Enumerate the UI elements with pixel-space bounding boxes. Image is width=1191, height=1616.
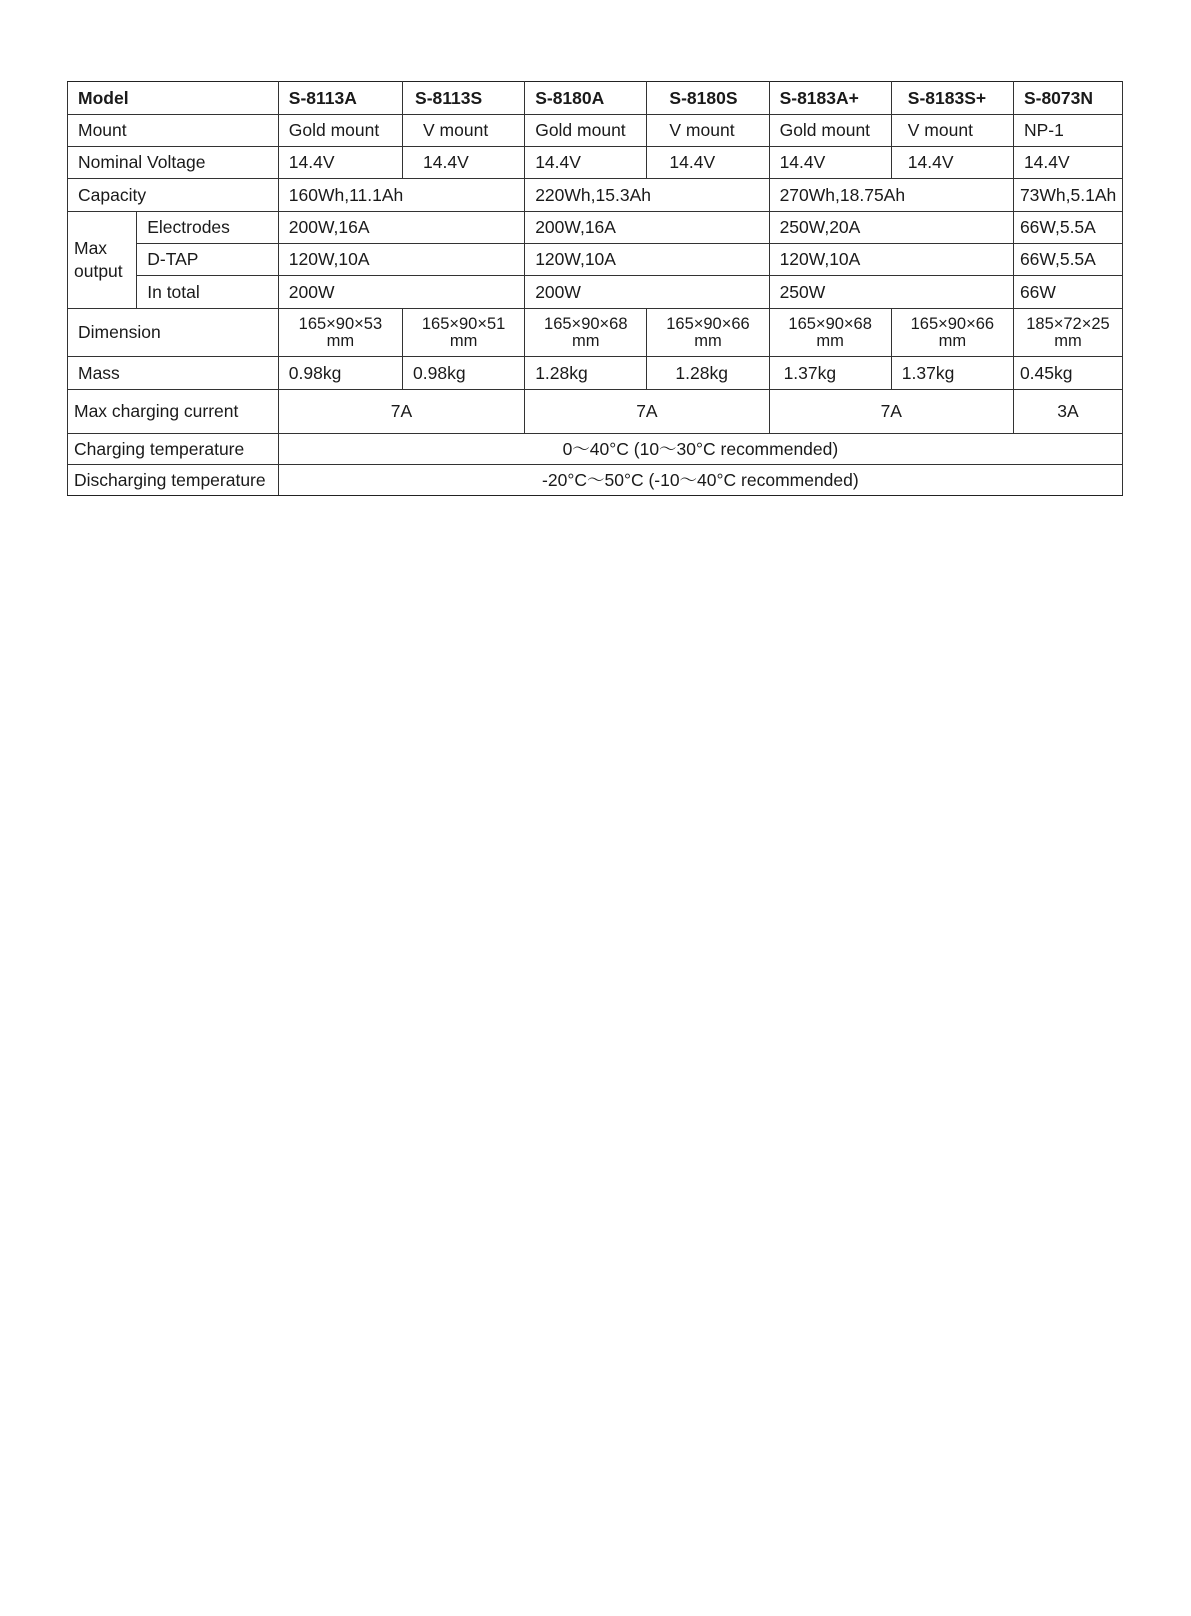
in-total-cell: 200W [525, 276, 769, 309]
mount-row [68, 115, 1123, 147]
electrodes-cell: 250W,20A [769, 212, 1013, 244]
model-label: Model [68, 82, 279, 115]
mount-cell: V mount [403, 115, 525, 147]
dtap-label: D-TAP [137, 244, 279, 276]
mount-cell: Gold mount [769, 115, 891, 147]
mount-cell: V mount [647, 115, 769, 147]
voltage-label: Nominal Voltage [68, 147, 279, 179]
voltage-cell: 14.4V [647, 147, 769, 179]
dimension-value: 165×90×53 [298, 315, 383, 333]
dimension-label: Dimension [68, 309, 279, 357]
spec-table [67, 81, 1123, 496]
model-cell: S-8113S [403, 82, 525, 115]
dimension-unit: mm [1054, 331, 1082, 350]
mass-row [68, 357, 1123, 390]
charging-temp-row [68, 434, 1123, 465]
discharging-temp-row [68, 465, 1123, 496]
dimension-unit: mm [816, 331, 844, 350]
in-total-label: In total [137, 276, 279, 309]
charging-temp-label: Charging temperature [68, 434, 279, 465]
max-charging-row [68, 390, 1123, 434]
voltage-cell: 14.4V [1013, 147, 1122, 179]
dtap-cell: 120W,10A [769, 244, 1013, 276]
in-total-row [68, 276, 1123, 309]
mass-cell: 1.37kg [769, 357, 891, 390]
electrodes-cell: 200W,16A [525, 212, 769, 244]
dimension-cell [278, 309, 402, 357]
mount-cell: V mount [891, 115, 1013, 147]
electrodes-row [68, 212, 1123, 244]
dtap-cell: 66W,5.5A [1013, 244, 1122, 276]
dimension-cell [403, 309, 525, 357]
dimension-cell [769, 309, 891, 357]
capacity-cell: 73Wh,5.1Ah [1013, 179, 1122, 212]
voltage-cell: 14.4V [278, 147, 402, 179]
dimension-value: 165×90×68 [788, 315, 872, 333]
mount-cell: Gold mount [525, 115, 647, 147]
capacity-label: Capacity [68, 179, 279, 212]
voltage-row [68, 147, 1123, 179]
model-cell: S-8180S [647, 82, 769, 115]
capacity-row [68, 179, 1123, 212]
voltage-cell: 14.4V [769, 147, 891, 179]
capacity-cell: 220Wh,15.3Ah [525, 179, 769, 212]
dimension-unit: mm [938, 331, 967, 350]
dimension-value: 165×90×66 [666, 315, 750, 333]
model-cell: S-8183S+ [891, 82, 1013, 115]
mass-cell: 0.45kg [1013, 357, 1122, 390]
charging-temp-cell: 0～40°C (10～30°C recommended) [278, 434, 1122, 465]
model-row [68, 82, 1123, 115]
max-charging-cell: 7A [769, 390, 1013, 434]
mass-cell: 1.37kg [891, 357, 1013, 390]
dimension-unit: mm [449, 331, 478, 350]
capacity-cell: 270Wh,18.75Ah [769, 179, 1013, 212]
mass-cell: 0.98kg [278, 357, 402, 390]
dtap-row [68, 244, 1123, 276]
voltage-cell: 14.4V [891, 147, 1013, 179]
dimension-cell [525, 309, 647, 357]
model-cell: S-8180A [525, 82, 647, 115]
mass-cell: 1.28kg [647, 357, 769, 390]
dimension-unit: mm [694, 331, 722, 350]
mount-cell: NP-1 [1013, 115, 1122, 147]
model-cell: S-8113A [278, 82, 402, 115]
max-charging-cell: 7A [278, 390, 524, 434]
dtap-cell: 120W,10A [278, 244, 524, 276]
dimension-unit: mm [572, 331, 600, 350]
dtap-cell: 120W,10A [525, 244, 769, 276]
capacity-cell: 160Wh,11.1Ah [278, 179, 524, 212]
voltage-cell: 14.4V [525, 147, 647, 179]
voltage-cell: 14.4V [403, 147, 525, 179]
max-charging-cell: 3A [1013, 390, 1122, 434]
in-total-cell: 250W [769, 276, 1013, 309]
dimension-cell [891, 309, 1013, 357]
electrodes-cell: 200W,16A [278, 212, 524, 244]
discharging-temp-label: Discharging temperature [68, 465, 279, 496]
mass-cell: 0.98kg [403, 357, 525, 390]
mount-label: Mount [68, 115, 279, 147]
dimension-row [68, 309, 1123, 357]
mount-cell: Gold mount [278, 115, 402, 147]
mass-label: Mass [68, 357, 279, 390]
dimension-cell [647, 309, 769, 357]
max-output-label: Max output [68, 212, 137, 309]
model-cell: S-8183A+ [769, 82, 891, 115]
electrodes-cell: 66W,5.5A [1013, 212, 1122, 244]
max-charging-cell: 7A [525, 390, 769, 434]
in-total-cell: 200W [278, 276, 524, 309]
dimension-value: 185×72×25 [1026, 315, 1110, 333]
mass-cell: 1.28kg [525, 357, 647, 390]
in-total-cell: 66W [1013, 276, 1122, 309]
dimension-value: 165×90×68 [544, 315, 628, 333]
discharging-temp-cell: -20°C～50°C (-10～40°C recommended) [278, 465, 1122, 496]
electrodes-label: Electrodes [137, 212, 279, 244]
dimension-value: 165×90×66 [910, 315, 995, 333]
model-cell: S-8073N [1013, 82, 1122, 115]
dimension-value: 165×90×51 [421, 315, 506, 333]
dimension-unit: mm [326, 331, 355, 350]
max-charging-label: Max charging current [68, 390, 279, 434]
dimension-cell [1013, 309, 1122, 357]
